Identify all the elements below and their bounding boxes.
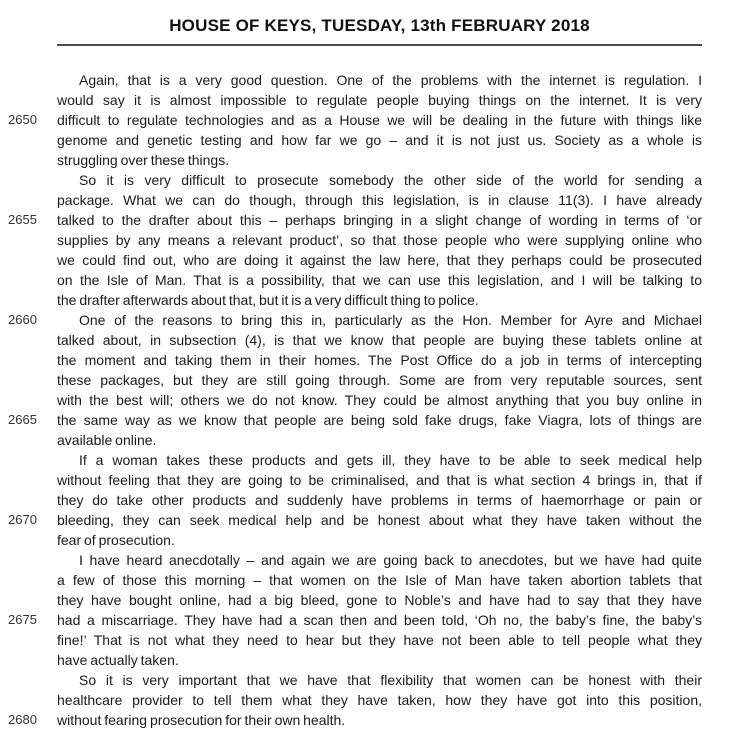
transcript-line: So it is very difficult to prosecute somebody the other side of the world for sending a (79, 172, 702, 188)
transcript-line: bleeding, they can seek medical help and be honest about what they have taken without the (57, 512, 702, 528)
transcript-line: these packages, but they are still going through. Some are from very reputable sources, sent (57, 372, 702, 388)
transcript-line: the moment and taking them in their homes. The Post Office do a job in terms of intercepting (57, 352, 702, 368)
line-number: 2670 (8, 512, 37, 527)
transcript-line: they do take other products and suddenly have problems in terms of haemorrhage or pain or (57, 492, 702, 508)
transcript-line: supplies by any means a relevant product’, so that those people who were supplying online who (57, 232, 702, 248)
transcript-paragraph (57, 450, 702, 550)
transcript-line: they have bought online, had a big bleed, gone to Noble’s and have had to say that they have (57, 592, 702, 608)
transcript-line: with the best will; others we do not know. They could be almost anything that you buy online in (57, 392, 702, 408)
transcript-line: without fearing prosecution for their own health. (57, 712, 346, 728)
transcript-line: Again, that is a very good question. One of the problems with the internet is regulation. I (79, 72, 702, 88)
transcript-line: One of the reasons to bring this in, particularly as the Hon. Member for Ayre and Michael (79, 312, 702, 328)
line-number: 2660 (8, 312, 37, 327)
transcript-line: have actually taken. (57, 652, 179, 668)
transcript-line: on the Isle of Man. That is a possibility, that we can use this legislation, and I will be talking to (57, 272, 702, 288)
transcript-paragraph (57, 70, 702, 170)
transcript-line: fear of prosecution. (57, 532, 175, 548)
line-number: 2680 (8, 712, 37, 727)
transcript-line: talked to the drafter about this – perhaps bringing in a slight change of wording in terms of ‘or (57, 212, 702, 228)
page-header (57, 0, 702, 46)
transcript-line: a few of those this morning – that women on the Isle of Man have taken abortion tablets that (57, 572, 702, 588)
transcript-paragraph (57, 670, 702, 730)
transcript-line: talked about, in subsection (4), is that we know that people are buying these tablets online at (57, 332, 702, 348)
transcript-line: healthcare provider to tell them what they have taken, how they have got into this position, (57, 692, 702, 708)
transcript-line: the drafter afterwards about that, but it is a very difficult thing to police. (57, 292, 479, 308)
transcript-line: So it is very important that we have that flexibility that women can be honest with their (79, 672, 702, 688)
transcript-line: had a miscarriage. They have had a scan then and been told, ‘Oh no, the baby’s fine, the baby’s (57, 612, 702, 628)
transcript-line: available online. (57, 432, 157, 448)
transcript-paragraph (57, 170, 702, 310)
line-number: 2655 (8, 212, 37, 227)
transcript-line: package. What we can do though, through this legislation, is in clause 11(3). I have already (57, 192, 702, 208)
transcript-paragraph (57, 550, 702, 670)
header-rule (57, 44, 702, 46)
line-number: 2675 (8, 612, 37, 627)
transcript-line: fine!’ That is not what they need to hear but they have not been able to tell people what they (57, 632, 702, 648)
transcript-line: would say it is almost impossible to regulate people buying things on the internet. It is very (57, 92, 702, 108)
transcript-body (57, 70, 702, 730)
page-title: HOUSE OF KEYS, TUESDAY, 13th FEBRUARY 2018 (169, 16, 590, 35)
transcript-line: without feeling that they are going to be criminalised, and that is what section 4 brings in, that if (57, 472, 702, 488)
transcript-line: If a woman takes these products and gets ill, they have to be able to seek medical help (79, 452, 702, 468)
transcript-line: we could find out, who are doing it against the law here, that they perhaps could be prosecuted (57, 252, 702, 268)
transcript-line: I have heard anecdotally – and again we are going back to anecdotes, but we have had quite (79, 552, 702, 568)
line-number: 2650 (8, 112, 37, 127)
transcript-line: struggling over these things. (57, 152, 230, 168)
transcript-paragraph (57, 310, 702, 450)
transcript-line: difficult to regulate technologies and as a House we will be dealing in the future with things like (57, 112, 702, 128)
transcript-line: the same way as we know that people are being sold fake drugs, fake Viagra, lots of things are (57, 412, 702, 428)
line-number: 2665 (8, 412, 37, 427)
transcript-line: genome and genetic testing and how far we go – and it is not just us. Society as a whole is (57, 132, 702, 148)
